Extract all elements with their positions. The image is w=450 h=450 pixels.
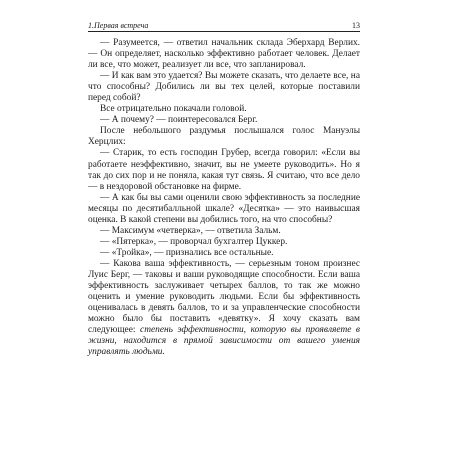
paragraph: — А как бы вы сами оценили свою эффективность за последние месяцы по десятибалльной шкале? «Десятка» — это наивысшая оценка. В какой степени вы добились того, на что способны? xyxy=(88,192,360,225)
paragraph: После небольшого раздумья послышался голос Мануэлы Херцлих: xyxy=(88,126,360,148)
paragraph: — «Пятерка», — проворчал бухгалтер Цуккер. xyxy=(100,236,288,247)
paragraph: — Разумеется, — ответил начальник склада Эберхард Верлих. — Он определяет, насколько эффективно работает человек. Делает ли все, что может, реализует ли все, что запланировал. xyxy=(88,38,360,71)
chapter-title: 1.Первая встреча xyxy=(88,21,149,30)
paragraph: — Максимум «четверка», — ответила Зальм. xyxy=(100,225,281,236)
page-number: 13 xyxy=(352,21,360,30)
paragraph: — «Тройка», — признались все остальные. xyxy=(100,247,274,258)
running-header xyxy=(88,20,360,32)
paragraph-last xyxy=(88,259,360,358)
paragraph-text: — Какова ваша эффективность, — серьезным тоном произнес Луис Берг, — таковы и ваши руководящие способности. Если ваша эффективность заслуживает четырех баллов, то так же можно оценить и умение руководить людьми. Если бы эффективность оценивалась в девять баллов, то и за управленческие способности можно было бы поставить «девятку». Я хочу сказать вам следующее: xyxy=(88,258,360,336)
body-text xyxy=(88,38,360,358)
italic-emphasis: степень эффективности, которую вы проявляете в жизни, находится в прямой зависимости от вашего умения управлять людьми. xyxy=(88,325,361,358)
paragraph: — Старик, то есть господин Грубер, всегда говорил: «Если вы работаете неэффективно, значит, вы не умеете руководить». Но я так до сих пор и не поняла, какая тут связь. Я считаю, что все дело — в нездоровой обстановке на фирме. xyxy=(88,148,360,192)
book-page xyxy=(88,20,360,430)
paragraph: Все отрицательно покачали головой. xyxy=(100,104,247,115)
paragraph: — И как вам это удается? Вы можете сказать, что делаете все, на что способны? Добились ли вы тех целей, которые поставили перед собой? xyxy=(88,71,360,104)
paragraph: — А почему? — поинтересовался Берг. xyxy=(100,115,258,126)
